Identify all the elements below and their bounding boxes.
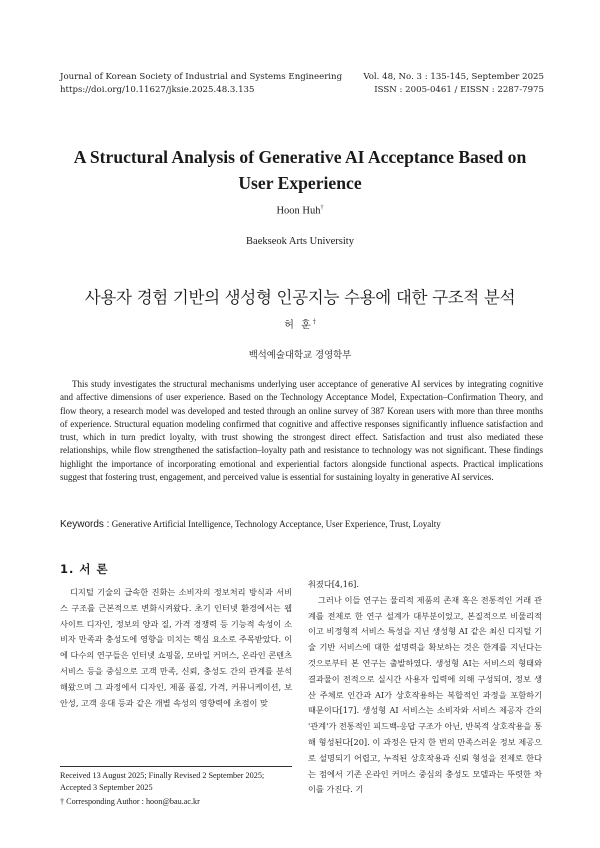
doi-link[interactable]: https://doi.org/10.11627/jksie.2025.48.3.135 [60,84,255,95]
journal-name: Journal of Korean Society of Industrial and Systems Engineering [60,72,343,82]
footnote-divider [60,766,292,767]
section-heading: 1. 서 론 [60,562,109,576]
affiliation-ko: 백석예술대학교 경영학부 [248,350,352,361]
author-name-ko: 허 훈 [284,320,313,331]
author-ko [0,316,600,331]
volume-info: Vol. 48, No. 3 : 135-145, September 2025 [363,72,544,82]
paper-title-en [40,144,560,196]
title-line-2: User Experience [238,173,362,193]
keywords [60,519,550,530]
author-mark-ko: † [312,318,316,326]
volume-header [363,71,544,96]
journal-header [60,71,342,96]
body-right-continuation: 춰졌다[4,16]. [308,579,359,589]
body-left-column: 디지털 기술의 급속한 진화는 소비자의 정보처리 방식과 서비스 구조를 근본적으로 변화시켜왔다. 초기 인터넷 환경에서는 웹사이트 디자인, 정보의 양과 질, 가격 경쟁력 등 기능적 속성이 소비자 만족과 충성도에 영향을 미치는 핵심 요소로 주목받았다. 이에 다수의 연구들은 인터넷 쇼핑몰, 모바일 커머스, 온라인 콘텐츠 서비스 등을 중심으로 고객 만족, 신뢰, 충성도 간의 관계를 분석해왔으며 그 과정에서 디자인, 제품 품질, 가격, 커뮤니케이션, 보안성, 고객 응대 등과 같은 개별 속성의 영향력에 초점이 맞 [60,587,292,708]
issn-info: ISSN : 2005-0461 / EISSN : 2287-7975 [374,84,544,95]
corresponding-author: † Corresponding Author : hoon@bau.ac.kr [60,797,200,806]
body-right-column [308,577,542,798]
paper-title-ko: 사용자 경험 기반의 생성형 인공지능 수용에 대한 구조적 분석 [84,288,516,307]
keywords-text: Generative Artificial Intelligence, Technology Acceptance, User Experience, Trust, Loyalty [111,519,441,529]
body-right-paragraph: 그러나 이들 연구는 물리적 제품의 존재 혹은 전통적인 거래 관계를 전제로 한 연구 설계가 대부분이었고, 본질적으로 비물리적이고 비정형적 서비스 특성을 지닌 생성형 AI 같은 최신 디지털 기술 기반 서비스에 대한 설명력을 확보하는 것은 한계를 지닌다는 것으로부터 본 연구는 출발하였다. 생성형 AI는 서비스의 형태와 결과물이 전적으로 실시간 사용자 입력에 의해 구성되며, 정보 생산 주체로 인간과 AI가 상호작용하는 복합적인 과정을 포함하기 때문이다[17]. 생성형 AI 서비스는 소비자와 서비스 제공자 간의 '관계'가 전통적인 피드백-응답 구조가 아닌, 반복적 상호작용을 통해 형성된다[20]. 이 과정은 단지 한 번의 만족스러운 정보 제공으로 설명되기 어렵고, 누적된 상호작용과 신뢰 형성을 전제로 한다는 점에서 기존 온라인 커머스 중심의 충성도 모델과는 뚜렷한 차이를 가진다. 기 [308,594,542,795]
abstract: This study investigates the structural mechanisms underlying user acceptance of generative AI services by integrating cognitive and affective dimensions of user experience. Based on the Technology Acceptance Model, Expectation–Confirmation Theory, and flow theory, a research model was developed and tested through an online survey of 387 Korean users with more than three months of experience. Structural equation modeling confirmed that cognitive and affective responses significantly influence satisfaction and trust, which in turn predict loyalty, with trust showing the strongest direct effect. Satisfaction and trust also mediated these relationships, while flow strengthened the satisfaction–loyalty path and resistance to technology was not significant. These findings highlight the importance of incorporating emotional and experiential factors alongside functional aspects. Practical implications suggest that fostering trust, engagement, and perceived value is essential for sustaining loyalty in generative AI services. [60,379,543,483]
author-mark-en: † [320,205,324,211]
keywords-label: Keywords : [60,519,110,530]
author-en [0,205,600,217]
author-name-en: Hoon Huh [276,205,321,217]
received-dates: Received 13 August 2025; Finally Revised 2 September 2025; Accepted 3 September 2025 [60,771,265,792]
affiliation-en: Baekseok Arts University [246,236,354,247]
title-line-1: A Structural Analysis of Generative AI Acceptance Based on [73,147,527,167]
